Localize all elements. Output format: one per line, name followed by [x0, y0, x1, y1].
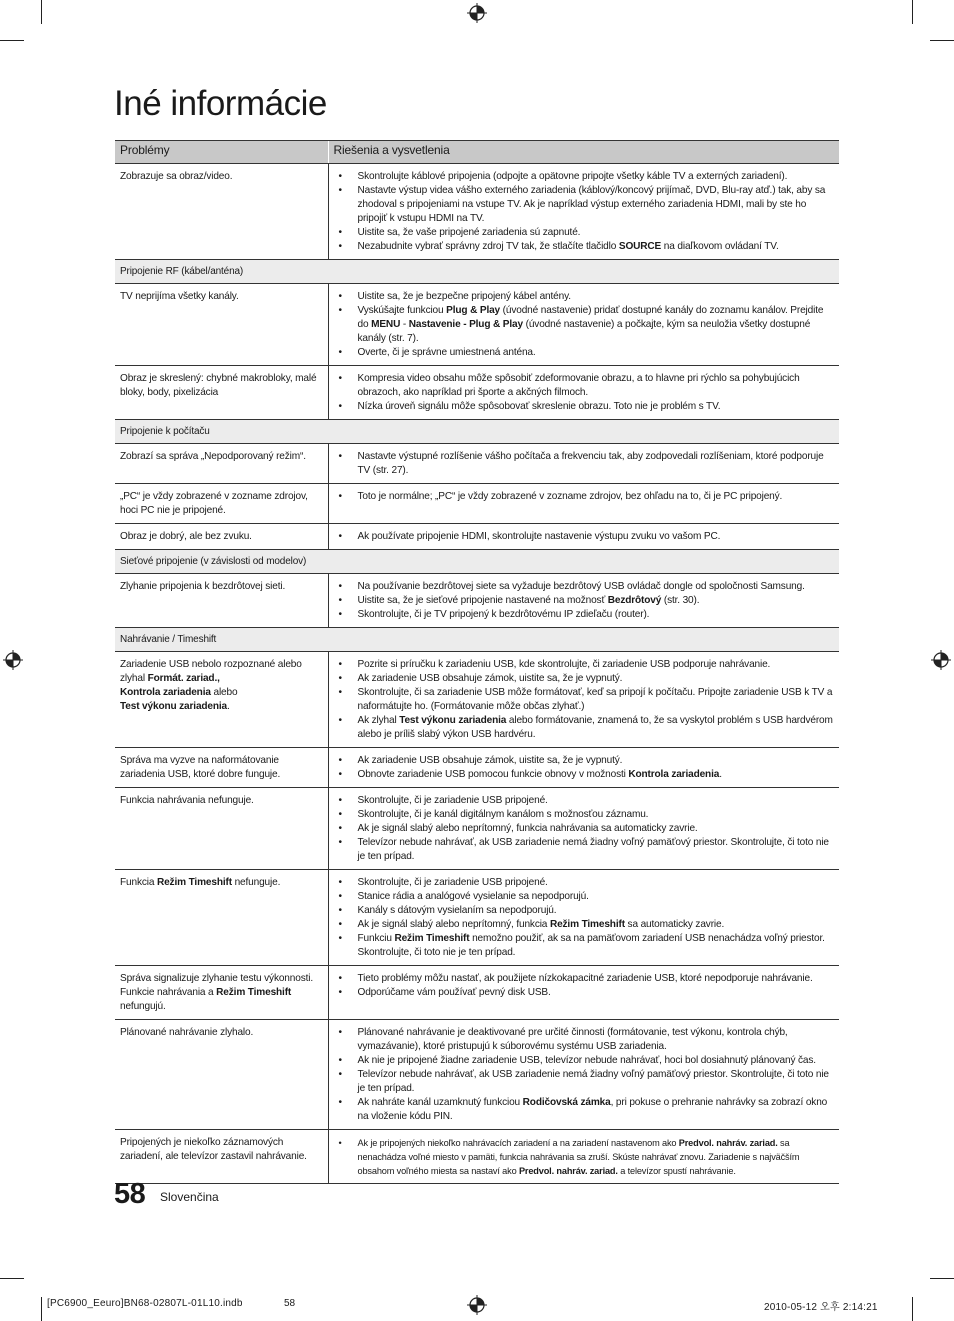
text-run: Ak je signál slabý alebo neprítomný, funkcia: [357, 919, 550, 930]
table-row: [115, 788, 839, 870]
solution-item: [355, 1026, 834, 1054]
section-title: Sieťové pripojenie (v závislosti od modelov): [115, 550, 839, 574]
solution-item: [355, 890, 834, 904]
text-run: Skontrolujte káblové pripojenia (odpojte a opätovne pripojte všetky káble TV a externých zariadení).: [357, 171, 788, 182]
text-run: Skontrolujte, či je kanál digitálnym kanálom s možnosťou záznamu.: [357, 809, 649, 820]
solution-cell: [328, 484, 839, 524]
registration-mark-top-icon: [467, 3, 487, 23]
page-language: Slovenčina: [160, 1190, 219, 1204]
text-run: , pri pokuse o prehranie nahrávky sa zobrazí okno na vloženie kódu PIN.: [357, 1097, 828, 1122]
problem-cell: [115, 164, 328, 260]
text-run: Ak zlyhal: [357, 715, 400, 726]
text-run: Skontrolujte, či je TV pripojený k bezdrôtovému IP zdieľaču (router).: [357, 609, 650, 620]
table-body: [115, 164, 839, 1184]
bold-text: Režim Timeshift: [549, 919, 625, 930]
text-run: a televízor spustí nahrávanie.: [617, 1166, 736, 1176]
text-run: Skontrolujte, či sa zariadenie USB môže formátovať, keď sa pripojí k počítaču. Pripojte zariadenie USB k TV a naformátujte ho. (Formátovanie môže občas zlyhať.): [357, 687, 833, 712]
problem-cell: [115, 524, 328, 550]
text-run: Nízka úroveň signálu môže spôsobovať skreslenie obrazu. Toto nie je problém s TV.: [357, 401, 721, 412]
crop-mark-bottom-left-vertical: [41, 1297, 42, 1321]
table-row: [115, 748, 839, 788]
solution-item: [355, 1068, 834, 1096]
text-run: nefunguje.: [231, 877, 281, 888]
table-header-row: [115, 141, 839, 164]
solution-item: [355, 754, 834, 768]
header-problems: Problémy: [115, 141, 328, 164]
bold-text: Test výkonu zariadenia: [120, 701, 228, 712]
problem-cell: [115, 366, 328, 420]
problem-cell: [115, 574, 328, 628]
footer-page-number: 58: [284, 1298, 296, 1309]
solution-item: [355, 808, 834, 822]
text-run: Plánované nahrávanie zlyhalo.: [120, 1027, 254, 1038]
header-solutions: Riešenia a vysvetlenia: [328, 141, 839, 164]
text-run: Ak zariadenie USB obsahuje zámok, uistite sa, že je vypnutý.: [357, 755, 623, 766]
table-row: [115, 484, 839, 524]
table-row: [115, 870, 839, 966]
page-title: Iné informácie: [114, 84, 327, 123]
text-run: Uistite sa, že vaše pripojené zariadenia sú zapnuté.: [357, 227, 581, 238]
solution-item: [355, 490, 834, 504]
crop-mark-bottom-right-horizontal: [930, 1278, 954, 1279]
solution-item: [355, 672, 834, 686]
solution-item: [355, 226, 834, 240]
section-row: [115, 628, 839, 652]
solution-cell: [328, 1020, 839, 1130]
bold-text: Režim Timeshift: [394, 933, 470, 944]
text-run: Tieto problémy môžu nastať, ak použijete nízkokapacitné zariadenie USB, ktoré nepodporuje nahrávanie.: [357, 973, 813, 984]
solution-list: [355, 876, 834, 960]
section-row: [115, 260, 839, 284]
solution-cell: [328, 164, 839, 260]
bold-text: Režim Timeshift: [156, 877, 232, 888]
text-run: Vyskúšajte funkciou: [357, 305, 447, 316]
solution-item: [355, 768, 834, 782]
text-run: na diaľkovom ovládaní TV.: [661, 241, 779, 252]
solution-list: [355, 490, 834, 504]
solution-cell: [328, 788, 839, 870]
table-row: [115, 652, 839, 748]
solution-item: [355, 714, 834, 742]
solution-item: [355, 372, 834, 400]
text-run: Televízor nebude nahrávať, ak USB zariadenie nemá žiadny voľný pamäťový priestor. Skontrolujte, či toto nie je ten prípad.: [357, 837, 829, 862]
table-row: [115, 164, 839, 260]
bold-text: Predvol. nahráv. zariad.: [678, 1138, 778, 1148]
text-run: -: [400, 319, 409, 330]
footer-filename: [PC6900_Eeuro]BN68-02807L-01L10.indb: [47, 1298, 243, 1309]
text-run: Ak používate pripojenie HDMI, skontrolujte nastavenie výstupu zvuku vo vašom PC.: [357, 531, 721, 542]
bold-text: Kontrola zariadenia: [120, 687, 211, 698]
bold-text: Plug & Play: [446, 305, 501, 316]
text-run: Pripojených je niekoľko záznamových zariadení, ale televízor zastavil nahrávanie.: [120, 1137, 307, 1162]
troubleshooting-table: [115, 140, 839, 1184]
problem-cell: [115, 444, 328, 484]
table-row: [115, 366, 839, 420]
text-run: Stanice rádia a analógové vysielanie sa nepodporujú.: [357, 891, 589, 902]
section-row: [115, 420, 839, 444]
text-run: Obnovte zariadenie USB pomocou funkcie obnovy v možnosti: [357, 769, 629, 780]
text-run: Plánované nahrávanie je deaktivované pre určité činnosti (formátovanie, test výkonu, kontrola chýb, vymazávanie), ktoré pristupujú k súborovému systému USB zariadenia.: [357, 1027, 788, 1052]
solution-item: [355, 346, 834, 360]
text-run: Nastavte výstupné rozlíšenie vášho počítača a frekvenciu tak, aby zodpovedali rozlíšeniam, ktoré podporuje TV (str. 27).: [357, 451, 824, 476]
solution-item: [355, 658, 834, 672]
bold-text: Rodičovská zámka: [522, 1097, 611, 1108]
solution-item: [355, 822, 834, 836]
text-run: Ak zariadenie USB obsahuje zámok, uistite sa, že je vypnutý.: [357, 673, 623, 684]
problem-cell: [115, 284, 328, 366]
solution-item: [355, 794, 834, 808]
section-title: Nahrávanie / Timeshift: [115, 628, 839, 652]
bold-text: Formát. zariad.,: [147, 673, 220, 684]
text-run: Skontrolujte, či je zariadenie USB pripojené.: [357, 795, 548, 806]
problem-cell: [115, 484, 328, 524]
solution-item: [355, 836, 834, 864]
section-title: Pripojenie k počítaču: [115, 420, 839, 444]
table-row: [115, 284, 839, 366]
table-row: [115, 1020, 839, 1130]
text-run: Správa ma vyzve na naformátovanie zariadenia USB, ktoré dobre funguje.: [120, 755, 281, 780]
solution-item: [355, 240, 834, 254]
solution-item: [355, 530, 834, 544]
solution-item: [355, 170, 834, 184]
crop-mark-top-left-vertical: [41, 0, 42, 24]
text-run: Zobrazuje sa obraz/video.: [120, 171, 233, 182]
text-run: Ak nie je pripojené žiadne zariadenie USB, televízor nebude nahrávať, hoci bol dosiahnutý plánovaný čas.: [357, 1055, 816, 1066]
bold-text: Bezdrôtový: [607, 595, 662, 606]
table-row: [115, 966, 839, 1020]
section-row: [115, 550, 839, 574]
solution-list: [355, 450, 834, 478]
text-run: Na používanie bezdrôtovej siete sa vyžaduje bezdrôtový USB ovládač dongle od spoločnosti Samsung.: [357, 581, 805, 592]
problem-cell: [115, 1020, 328, 1130]
registration-mark-left-icon: [3, 650, 23, 670]
text-run: Overte, či je správne umiestnená anténa.: [357, 347, 536, 358]
registration-mark-right-icon: [931, 650, 951, 670]
solution-item: [355, 1054, 834, 1068]
text-run: nemožno použiť, ak sa na pamäťovom zariadení USB nenachádza voľný priestor. Skontrolujte, či toto nie je ten prípad.: [357, 933, 825, 958]
problem-cell: [115, 870, 328, 966]
text-run: alebo formátovanie, znamená to, že sa vyskytol problém s USB hardvérom alebo je príliš slabý výkon USB hardvéru.: [357, 715, 833, 740]
text-run: Obraz je skreslený: chybné makrobloky, malé bloky, body, pixelizácia: [120, 373, 317, 398]
solution-item: [355, 876, 834, 890]
text-run: Toto je normálne; „PC“ je vždy zobrazené v zozname zdrojov, bez ohľadu na to, či je PC pripojený.: [357, 491, 783, 502]
footer-datetime: 2010-05-12 오후 2:14:21: [764, 1302, 878, 1313]
solution-list: [355, 170, 834, 254]
solution-item: [355, 450, 834, 478]
text-run: Odporúčame vám používať pevný disk USB.: [357, 987, 551, 998]
text-run: TV neprijíma všetky kanály.: [120, 291, 239, 302]
bold-text: Režim Timeshift: [216, 987, 292, 998]
problem-cell: [115, 966, 328, 1020]
problem-cell: [115, 1130, 328, 1184]
crop-mark-top-right-vertical: [912, 0, 913, 24]
text-run: alebo: [210, 687, 238, 698]
table-row: [115, 1130, 839, 1184]
bold-text: SOURCE: [618, 241, 662, 252]
problem-cell: [115, 748, 328, 788]
solution-item: [355, 918, 834, 932]
text-run: Televízor nebude nahrávať, ak USB zariadenie nemá žiadny voľný pamäťový priestor. Skontrolujte, či toto nie je ten prípad.: [357, 1069, 829, 1094]
text-run: Funkciu: [357, 933, 395, 944]
text-run: Ak je signál slabý alebo neprítomný, funkcia nahrávania sa automaticky zavrie.: [357, 823, 698, 834]
text-run: Uistite sa, že je bezpečne pripojený kábel antény.: [357, 291, 571, 302]
text-run: Funkcia: [120, 877, 157, 888]
bold-text: Nastavenie - Plug & Play: [408, 319, 523, 330]
text-run: Skontrolujte, či je zariadenie USB pripojené.: [357, 877, 548, 888]
solution-list: [355, 1026, 834, 1124]
text-run: (úvodné nastavenie) a počkajte, kým sa neuložia všetky dostupné kanály (str. 7).: [357, 319, 811, 344]
solution-cell: [328, 966, 839, 1020]
table-row: [115, 574, 839, 628]
solution-item: [355, 580, 834, 594]
solution-list: [355, 580, 834, 622]
solution-item: [355, 184, 834, 226]
solution-list: [355, 290, 834, 360]
text-run: Nezabudnite vybrať správny zdroj TV tak, že stlačíte tlačidlo: [357, 241, 619, 252]
solution-cell: [328, 1130, 839, 1184]
text-run: sa automaticky zavrie.: [624, 919, 725, 930]
text-run: Funkcia nahrávania nefunguje.: [120, 795, 254, 806]
solution-cell: [328, 652, 839, 748]
problem-cell: [115, 788, 328, 870]
bold-text: Predvol. nahráv. zariad.: [518, 1166, 618, 1176]
solution-item: [355, 594, 834, 608]
text-run: Ak nahráte kanál uzamknutý funkciou: [357, 1097, 523, 1108]
crop-mark-bottom-left-horizontal: [0, 1278, 24, 1279]
solution-cell: [328, 444, 839, 484]
solution-list: [355, 972, 834, 1000]
solution-cell: [328, 574, 839, 628]
text-run: (úvodné nastavenie) pridať dostupné kanály do zoznamu kanálov. Prejdite do: [357, 305, 824, 330]
text-run: .: [227, 701, 230, 712]
text-run: Zariadenie USB nebolo rozpoznané alebo zlyhal: [120, 659, 302, 684]
text-run: sa nenachádza voľné miesto v pamäti, funkcia nahrávania sa zruší. Skúste nahrávať znovu. Zariadenie s najväčším obsahom voľného miesta sa nastaví ako: [357, 1138, 800, 1176]
solution-item: [355, 932, 834, 960]
solution-item: [355, 1136, 834, 1178]
solution-item: [355, 304, 834, 346]
page-number: 58: [114, 1178, 146, 1210]
solution-item: [355, 608, 834, 622]
solution-cell: [328, 748, 839, 788]
text-run: (str. 30).: [661, 595, 700, 606]
section-title: Pripojenie RF (kábel/anténa): [115, 260, 839, 284]
solution-item: [355, 972, 834, 986]
registration-mark-bottom-icon: [467, 1295, 487, 1315]
bold-text: MENU: [371, 319, 401, 330]
text-run: Obraz je dobrý, ale bez zvuku.: [120, 531, 252, 542]
solution-item: [355, 1096, 834, 1124]
solution-list: [355, 658, 834, 742]
solution-cell: [328, 524, 839, 550]
table-row: [115, 524, 839, 550]
solution-list: [355, 530, 834, 544]
crop-mark-top-right-horizontal: [930, 40, 954, 41]
text-run: Nastavte výstup videa vášho externého zariadenia (káblový/koncový prijímač, DVD, Blu-ray atď.) tak, aby sa zhodoval s pripojeniami na vstupe TV. Ak je napríklad výstup externého zariadenia HDMI, mali by ste ho pripojiť k vstupu HDMI na TV.: [357, 185, 826, 224]
solution-item: [355, 904, 834, 918]
text-run: „PC“ je vždy zobrazené v zozname zdrojov, hoci PC nie je pripojené.: [120, 491, 308, 516]
text-run: nefungujú.: [120, 1001, 166, 1012]
solution-list: [355, 754, 834, 782]
solution-item: [355, 686, 834, 714]
crop-mark-top-left-horizontal: [0, 40, 24, 41]
text-run: Pozrite si príručku k zariadeniu USB, kde skontrolujte, či zariadenie USB podporuje nahrávanie.: [357, 659, 771, 670]
text-run: Zlyhanie pripojenia k bezdrôtovej sieti.: [120, 581, 286, 592]
solution-list: [355, 372, 834, 414]
solution-cell: [328, 870, 839, 966]
solution-item: [355, 400, 834, 414]
text-run: Správa signalizuje zlyhanie testu výkonnosti. Funkcie nahrávania a: [120, 973, 313, 998]
solution-list: [355, 1136, 834, 1178]
bold-text: Test výkonu zariadenia: [399, 715, 507, 726]
solution-item: [355, 986, 834, 1000]
crop-mark-bottom-right-vertical: [912, 1297, 913, 1321]
text-run: Kompresia video obsahu môže spôsobiť zdeformovanie obrazu, a to hlavne pri rýchlo sa pohybujúcich obrazoch, ako napríklad pri športe a akčných filmoch.: [357, 373, 800, 398]
table-row: [115, 444, 839, 484]
solution-list: [355, 794, 834, 864]
solution-cell: [328, 366, 839, 420]
text-run: Zobrazí sa správa „Nepodporovaný režim“.: [120, 451, 306, 462]
solution-cell: [328, 284, 839, 366]
text-run: Kanály s dátovým vysielaním sa nepodporujú.: [357, 905, 557, 916]
text-run: Uistite sa, že je sieťové pripojenie nastavené na možnosť: [357, 595, 608, 606]
problem-cell: [115, 652, 328, 748]
bold-text: Kontrola zariadenia: [628, 769, 720, 780]
solution-item: [355, 290, 834, 304]
text-run: .: [719, 769, 722, 780]
text-run: Ak je pripojených niekoľko nahrávacích zariadení a na zariadení nastavenom ako: [357, 1138, 679, 1148]
